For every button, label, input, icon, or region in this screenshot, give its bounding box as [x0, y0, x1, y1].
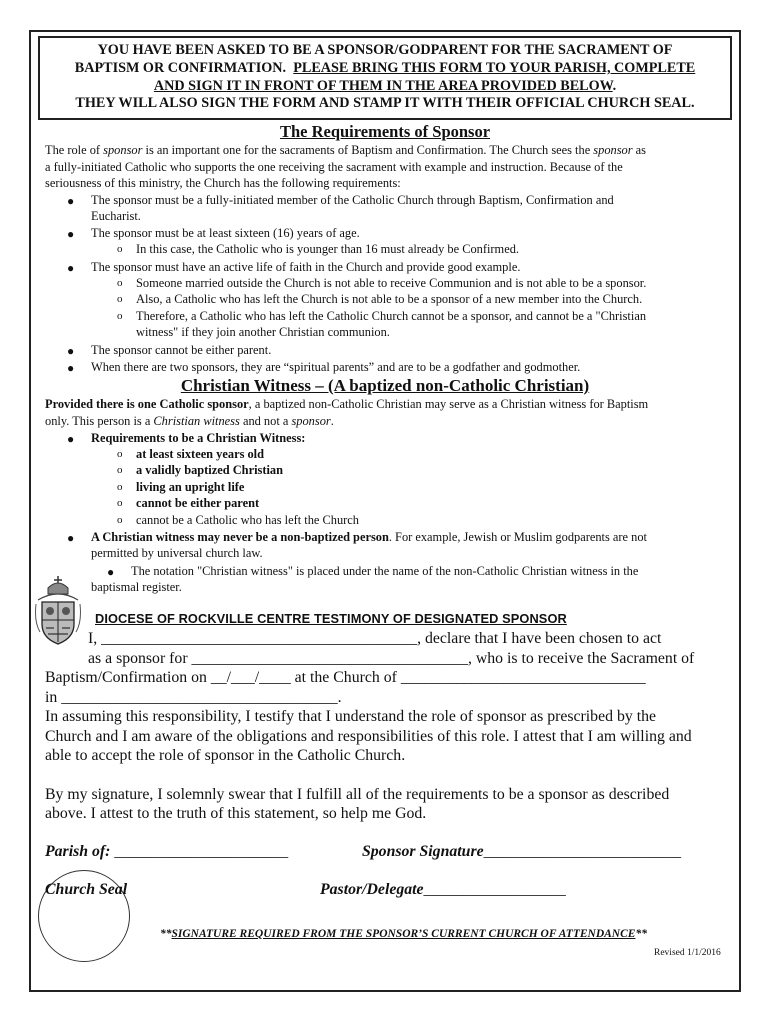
- witness-req-5: cannot be a Catholic who has left the Church: [136, 513, 359, 527]
- witness-intro-line-2: [45, 413, 730, 430]
- notice-line-2a: BAPTISM OR CONFIRMATION.: [74, 59, 287, 76]
- bullet-icon: ●: [67, 194, 75, 208]
- pastor-delegate-field[interactable]: [320, 881, 566, 899]
- parish-field[interactable]: [45, 843, 288, 861]
- bullet-icon: ●: [107, 565, 115, 579]
- req-bullet-1-cont: Eucharist.: [91, 209, 141, 223]
- req-sub-2-1: In this case, the Catholic who is younger than 16 must already be Confirmed.: [136, 242, 519, 256]
- req-bullet-4: The sponsor cannot be either parent.: [91, 343, 272, 357]
- sub-bullet-icon: o: [117, 497, 123, 509]
- req-sub-3-3: Therefore, a Catholic who has left the Catholic Church cannot be a sponsor, and cannot be a "Christian: [136, 309, 647, 323]
- witness-intro-bold: Provided there is one Catholic sponsor: [45, 397, 249, 411]
- intro-line-2: a fully-initiated Catholic who supports the one receiving the sacrament with example and instruction. Because of the: [45, 159, 623, 174]
- notice-line-2b: PLEASE BRING THIS FORM TO YOUR PARISH, COMPLETE: [293, 59, 696, 76]
- bullet-icon: ●: [67, 344, 75, 358]
- testimony-para-2a: By my signature, I solemnly swear that I fulfill all of the requirements to be a sponsor as described: [45, 786, 670, 803]
- sub-bullet-icon: o: [117, 464, 123, 476]
- bullet-icon: ●: [67, 531, 75, 545]
- witness-intro-text: , a baptized non-Catholic Christian may serve as a Christian witness for Baptism: [248, 397, 649, 411]
- sub-bullet-icon: o: [117, 293, 123, 305]
- testimony-line-2: as a sponsor for ___________________________________, who is to receive the Sacrament of: [88, 650, 695, 667]
- intro-text: The role of: [45, 143, 104, 157]
- witness-em: Christian witness: [153, 413, 240, 428]
- witness-heading: Christian Witness – (A baptized non-Catholic Christian): [180, 376, 590, 395]
- notice-line-4: THEY WILL ALSO SIGN THE FORM AND STAMP IT WITH THEIR OFFICIAL CHURCH SEAL.: [75, 95, 695, 112]
- witness-req-1: at least sixteen years old: [136, 447, 265, 461]
- req-sub-3-2: Also, a Catholic who has left the Church is not able to be a sponsor of a new member into the Church.: [136, 292, 643, 306]
- intro-line-1: [45, 142, 730, 159]
- sub-bullet-icon: o: [117, 514, 123, 526]
- diocese-shield-logo: [34, 574, 82, 650]
- parish-line[interactable]: ______________________: [110, 843, 289, 860]
- intro-line-3: seriousness of this ministry, the Church has the following requirements:: [45, 176, 401, 191]
- witness-em: sponsor: [291, 413, 331, 428]
- testimony-line-1: I, ________________________________________, declare that I have been chosen to act: [88, 630, 662, 647]
- bullet-icon: ●: [67, 432, 75, 446]
- witness-req-title: Requirements to be a Christian Witness:: [91, 431, 306, 445]
- bullet-icon: ●: [67, 227, 75, 241]
- witness-intro-line-1: [45, 396, 730, 413]
- testimony-para-1a: In assuming this responsibility, I testify that I understand the role of sponsor as prescribed by the: [45, 708, 656, 725]
- witness-text: only. This person is a: [45, 413, 154, 428]
- sub-bullet-icon: o: [117, 448, 123, 460]
- requirements-heading: The Requirements of Sponsor: [279, 122, 491, 141]
- witness-intro: [45, 396, 730, 429]
- bullet-icon: ●: [67, 361, 75, 375]
- intro-em: sponsor: [593, 143, 633, 157]
- witness-req-3: living an upright life: [136, 480, 245, 494]
- req-bullet-5: When there are two sponsors, they are “spiritual parents” and are to be a godfather and godmother.: [91, 360, 581, 374]
- sub-bullet-icon: o: [117, 243, 123, 255]
- parish-label: Parish of:: [45, 843, 111, 860]
- notice-line-1: YOU HAVE BEEN ASKED TO BE A SPONSOR/GODPARENT FOR THE SACRAMENT OF: [97, 42, 673, 58]
- witness-never-bold: A Christian witness may never be a non-baptized person: [91, 530, 389, 544]
- witness-never-text: . For example, Jewish or Muslim godparents are not: [388, 530, 647, 544]
- testimony-para-1b: Church and I am aware of the obligations and responsibilities of this role. I attest that I am willing and: [45, 728, 692, 745]
- revised-date: Revised 1/1/2016: [654, 948, 721, 958]
- intro-em: sponsor: [103, 143, 143, 157]
- intro-text: is an important one for the sacraments of Baptism and Confirmation. The Church sees the: [142, 143, 594, 157]
- witness-text: and not a: [239, 413, 292, 428]
- req-bullet-1: The sponsor must be a fully-initiated member of the Catholic Church through Baptism, Confirmation and: [91, 193, 614, 207]
- sponsor-signature-label: Sponsor Signature: [362, 843, 484, 860]
- footer-asterisks: **: [160, 928, 172, 940]
- pastor-delegate-label: Pastor/Delegate: [320, 881, 424, 898]
- signature-required-note: [160, 928, 647, 940]
- church-seal-label: Church Seal: [45, 881, 128, 898]
- testimony-line-3: Baptism/Confirmation on __/___/____ at the Church of _______________________________: [45, 669, 646, 686]
- notice-line-3-text: AND SIGN IT IN FRONT OF THEM IN THE AREA PROVIDED BELOW: [153, 77, 613, 94]
- req-bullet-3: The sponsor must have an active life of faith in the Church and provide good example.: [91, 260, 521, 274]
- req-sub-3-1: Someone married outside the Church is not able to receive Communion and is not able to be a sponsor.: [136, 276, 647, 290]
- witness-req-4: cannot be either parent: [136, 496, 260, 510]
- req-sub-3-3-cont: witness" if they join another Christian communion.: [136, 325, 390, 339]
- witness-notation-cont: baptismal register.: [91, 580, 182, 594]
- footer-asterisks: **: [635, 928, 647, 940]
- testimony-line-4: in ___________________________________.: [45, 689, 342, 706]
- witness-never-cont: permitted by universal church law.: [91, 546, 263, 560]
- witness-req-2: a validly baptized Christian: [136, 463, 283, 477]
- notice-line-3: AND SIGN IT IN FRONT OF THEM IN THE AREA PROVIDED BELOW.: [153, 77, 617, 94]
- sub-bullet-icon: o: [117, 277, 123, 289]
- witness-notation: The notation "Christian witness" is placed under the name of the non-Catholic Christian witness in the: [131, 564, 639, 578]
- sub-bullet-icon: o: [117, 310, 123, 322]
- req-bullet-2: The sponsor must be at least sixteen (16) years of age.: [91, 226, 360, 240]
- pastor-delegate-line[interactable]: __________________: [423, 881, 566, 898]
- sub-bullet-icon: o: [117, 481, 123, 493]
- witness-text: .: [330, 413, 334, 428]
- testimony-title: DIOCESE OF ROCKVILLE CENTRE TESTIMONY OF DESIGNATED SPONSOR: [95, 611, 567, 626]
- footer-text: SIGNATURE REQUIRED FROM THE SPONSOR’S CURRENT CHURCH OF ATTENDANCE: [171, 928, 636, 940]
- notice-line-2: [40, 60, 730, 78]
- notice-box: [38, 36, 732, 120]
- requirements-intro: [45, 142, 730, 192]
- intro-text: as: [632, 143, 646, 157]
- testimony-para-2b: above. I attest to the truth of this statement, so help me God.: [45, 805, 427, 822]
- bullet-icon: ●: [67, 261, 75, 275]
- sponsor-signature-line[interactable]: _________________________: [483, 843, 682, 860]
- sponsor-signature-field[interactable]: [362, 843, 681, 861]
- witness-never: [91, 529, 731, 546]
- testimony-para-1c: able to accept the role of sponsor in the Catholic Church.: [45, 747, 406, 764]
